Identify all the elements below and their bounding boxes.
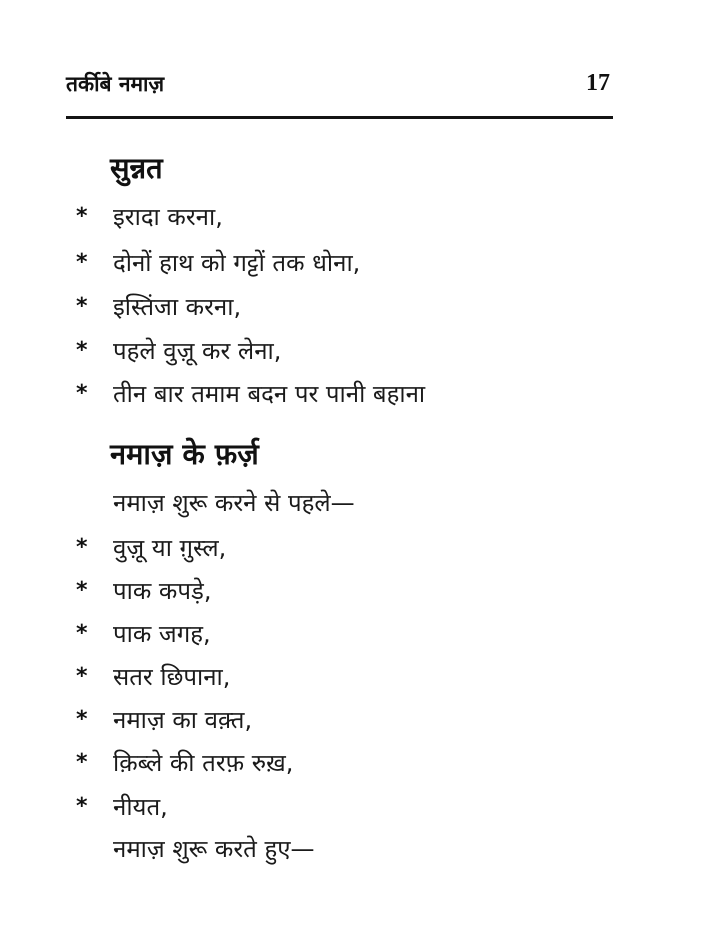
list-item-text: दोनों हाथ को गट्टों तक धोना, bbox=[113, 249, 361, 277]
section-heading-namaz-ke-farz: नमाज़ के फ़र्ज़ bbox=[110, 437, 259, 471]
header-rule-divider bbox=[66, 116, 613, 119]
asterisk-bullet-icon: * bbox=[76, 535, 88, 560]
asterisk-bullet-icon: * bbox=[76, 338, 88, 363]
list-item-text: वुज़ू या ग़ुस्ल, bbox=[113, 534, 227, 562]
asterisk-bullet-icon: * bbox=[76, 204, 88, 229]
list-item-text: नीयत, bbox=[113, 793, 168, 821]
asterisk-bullet-icon: * bbox=[76, 578, 88, 603]
list-item-text: पाक जगह, bbox=[113, 620, 211, 648]
asterisk-bullet-icon: * bbox=[76, 707, 88, 732]
list-item-text: तीन बार तमाम बदन पर पानी बहाना bbox=[113, 380, 426, 408]
asterisk-bullet-icon: * bbox=[76, 794, 88, 819]
list-item-text: पाक कपड़े, bbox=[113, 577, 212, 605]
asterisk-bullet-icon: * bbox=[76, 621, 88, 646]
page-number: 17 bbox=[586, 70, 610, 96]
list-item-text: इरादा करना, bbox=[113, 203, 223, 231]
asterisk-bullet-icon: * bbox=[76, 294, 88, 319]
asterisk-bullet-icon: * bbox=[76, 750, 88, 775]
list-item-text: इस्तिंजा करना, bbox=[113, 293, 242, 321]
asterisk-bullet-icon: * bbox=[76, 250, 88, 275]
running-title: तर्कीबे नमाज़ bbox=[66, 72, 165, 96]
asterisk-bullet-icon: * bbox=[76, 381, 88, 406]
section-heading-sunnat: सुन्नत bbox=[110, 151, 163, 185]
list-item-text: सतर छिपाना, bbox=[113, 663, 231, 691]
asterisk-bullet-icon: * bbox=[76, 664, 88, 689]
list-item-text: नमाज़ का वक़्त, bbox=[113, 706, 253, 734]
section-outro-text: नमाज़ शुरू करते हुए— bbox=[113, 835, 315, 863]
running-head bbox=[66, 70, 612, 100]
list-item-text: पहले वुज़ू कर लेना, bbox=[113, 337, 282, 365]
list-item-text: क़िब्ले की तरफ़ रुख़, bbox=[113, 749, 294, 777]
section-intro-text: नमाज़ शुरू करने से पहले— bbox=[113, 489, 355, 517]
